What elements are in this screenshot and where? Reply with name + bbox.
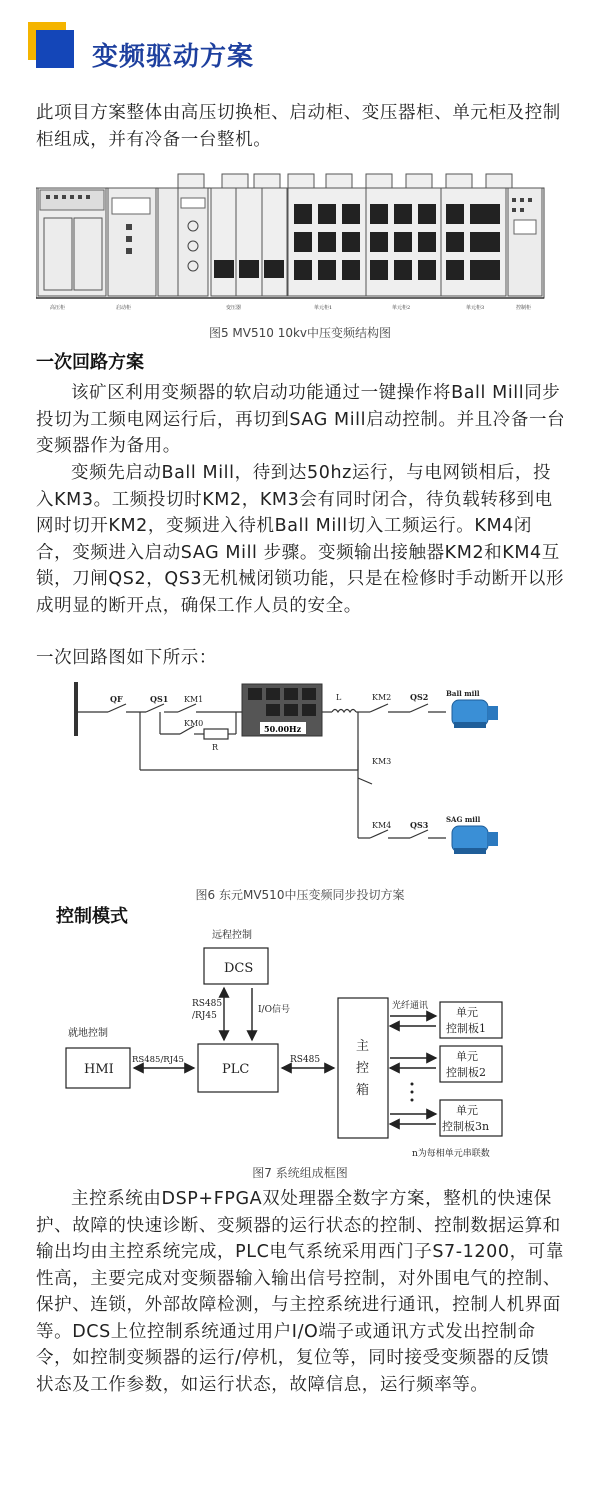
- section-heading-control-mode: 控制模式: [56, 906, 128, 927]
- cabinet-label-start: 启动柜: [116, 305, 132, 311]
- svg-text:RS485/RJ45: RS485/RJ45: [132, 1055, 184, 1065]
- primary-circuit-paragraph-1: 该矿区利用变频器的软启动功能通过一键操作将Ball Mill同步投切为工频电网运行后，再切到SAG Mill启动控制。并且冷备一台变频器作为备用。: [36, 383, 566, 456]
- svg-text:控制板1: 控制板1: [446, 1022, 486, 1035]
- svg-text:KM4: KM4: [372, 821, 392, 830]
- figure-7-block-diagram: [60, 924, 520, 1162]
- svg-text:QS3: QS3: [410, 820, 429, 830]
- cabinet-label-unit1: 单元柜1: [314, 305, 333, 311]
- svg-text:I/O信号: I/O信号: [258, 1005, 290, 1015]
- svg-text:KM1: KM1: [184, 695, 204, 704]
- svg-text:控制板3n: 控制板3n: [442, 1120, 490, 1133]
- sag-mill-motor-icon: [452, 826, 498, 854]
- svg-text:QF: QF: [110, 694, 123, 704]
- title-decoration-blue: [36, 30, 74, 68]
- svg-text:单元: 单元: [456, 1050, 478, 1063]
- section-heading-primary-circuit: 一次回路方案: [36, 352, 144, 373]
- cabinet-label-unit2: 单元柜2: [392, 305, 411, 311]
- primary-circuit-paragraph-2: 变频先启动Ball Mill，待到达50hz运行，与电网锁相后，投入KM3。工频投切时KM2，KM3会有同时闭合，待负载转移到电网时切开KM2，变频进入待机Ball Mill切入工频运行。KM4闭合，变频进入启动SAG Mill 步骤。变频输出接触器KM2和KM4互锁，刀闸QS2，QS3无机械闭锁功能，只是在检修时手动断开以形成明显的断开点，确保工作人员的安全。: [36, 463, 565, 616]
- figure-6-caption: 图6 东元MV510中压变频同步投切方案: [195, 888, 405, 902]
- svg-text:n为每相单元串联数: n为每相单元串联数: [412, 1149, 490, 1159]
- svg-text:RS485: RS485: [290, 1055, 321, 1065]
- svg-text:HMI: HMI: [84, 1062, 114, 1077]
- cabinet-label-hv: 高压柜: [50, 305, 66, 311]
- svg-text:KM3: KM3: [372, 757, 392, 766]
- figure-7-caption: 图7 系统组成框图: [252, 1166, 348, 1180]
- cabinet-label-control: 控制柜: [516, 305, 532, 311]
- svg-text:就地控制: 就地控制: [68, 1028, 108, 1039]
- svg-text:L: L: [336, 693, 342, 702]
- svg-text:KM2: KM2: [372, 693, 392, 702]
- svg-text:主: 主: [356, 1039, 370, 1054]
- svg-text:KM0: KM0: [184, 719, 204, 728]
- svg-text:QS1: QS1: [150, 694, 169, 704]
- svg-text:DCS: DCS: [224, 961, 254, 976]
- svg-text:控制板2: 控制板2: [446, 1066, 486, 1079]
- cabinet-label-unit3: 单元柜3: [466, 305, 485, 311]
- control-mode-paragraph: 主控系统由DSP+FPGA双处理器全数字方案，整机的快速保护、故障的快速诊断、变频器的运行状态的控制、控制数据运算和输出均由主控系统完成，PLC电气系统采用西门子S7-1200，可靠性高，主要完成对变频器输入输出信号控制，对外围电气的控制、保护、连锁，外部故障检测，与主控系统进行通讯，控制人机界面等。DCS上位控制系统通过用户I/O端子或通讯方式发出控制命令，如控制变频器的运行/停机，复位等，同时接受变频器的反馈状态及工作参数，如运行状态，故障信息，运行频率等。: [36, 1189, 564, 1395]
- svg-text:远程控制: 远程控制: [212, 930, 252, 941]
- intro-paragraph: 此项目方案整体由高压切换柜、启动柜、变压器柜、单元柜及控制柜组成，并有冷备一台整机。: [36, 103, 561, 150]
- svg-text:控: 控: [356, 1061, 370, 1076]
- ball-mill-motor-icon: [452, 700, 498, 728]
- svg-text:光纤通讯: 光纤通讯: [392, 1001, 429, 1011]
- primary-circuit-paragraph-3: 一次回路图如下所示：: [36, 648, 217, 668]
- svg-text:50.00Hz: 50.00Hz: [264, 724, 302, 734]
- svg-text:RS485: RS485: [192, 999, 223, 1009]
- svg-text:Ball mill: Ball mill: [446, 689, 480, 698]
- svg-text:箱: 箱: [356, 1083, 370, 1098]
- title-block: [28, 22, 588, 82]
- svg-text:/RJ45: /RJ45: [192, 1011, 217, 1021]
- figure-5-cabinet-drawing: [36, 168, 546, 318]
- svg-text:SAG mill: SAG mill: [446, 815, 481, 824]
- figure-5-caption: 图5 MV510 10kv中压变频结构图: [208, 326, 392, 340]
- svg-text:R: R: [212, 743, 219, 752]
- cabinet-label-transformer: 变压器: [226, 305, 242, 311]
- page-title: 变频驱动方案: [92, 42, 255, 72]
- svg-text:单元: 单元: [456, 1006, 478, 1019]
- svg-text:单元: 单元: [456, 1104, 478, 1117]
- figure-6-circuit-diagram: [60, 678, 520, 878]
- svg-text:PLC: PLC: [222, 1062, 250, 1077]
- svg-text:QS2: QS2: [410, 692, 429, 702]
